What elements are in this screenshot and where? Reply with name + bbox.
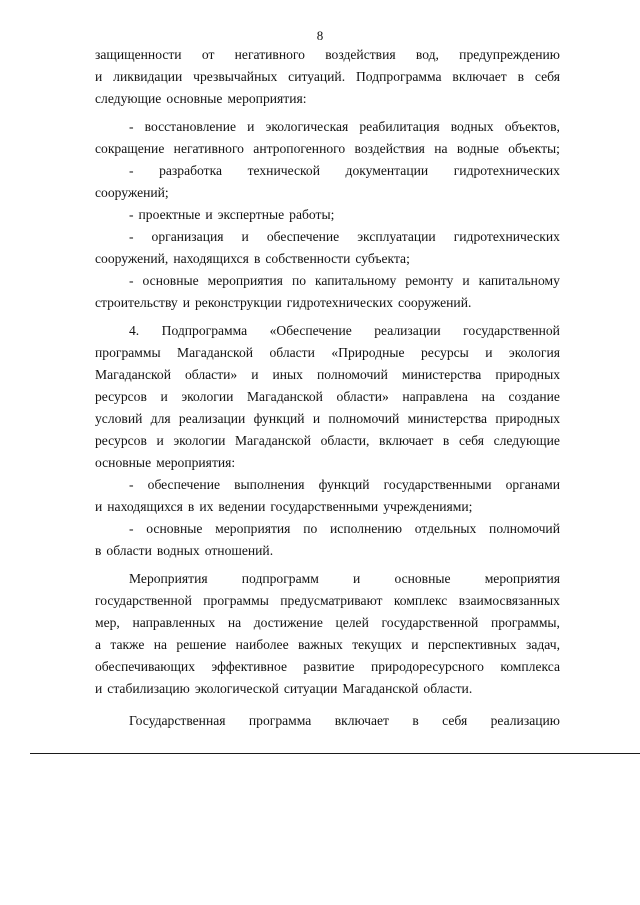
text-word: области, xyxy=(320,433,370,448)
text-word: ремонту xyxy=(405,273,454,288)
text-word: ресурсы xyxy=(421,345,469,360)
text-word: органами xyxy=(505,477,560,492)
text-word: природных xyxy=(495,411,560,426)
text-line xyxy=(95,44,560,66)
text-word: предупреждению xyxy=(459,47,560,62)
text-line xyxy=(95,518,560,540)
text-line xyxy=(95,116,560,138)
text-word: работы; xyxy=(289,207,335,222)
text-word: исполнению xyxy=(330,521,403,536)
text-word: основные xyxy=(142,273,199,288)
text-word: и xyxy=(205,207,213,222)
text-word: капитальному xyxy=(315,273,397,288)
text-word: их xyxy=(199,499,214,514)
text-word: полномочий xyxy=(489,521,560,536)
text-word: - xyxy=(129,207,134,222)
text-word: «Природные xyxy=(331,345,405,360)
body-text xyxy=(95,44,560,732)
text-line xyxy=(95,66,560,88)
text-line xyxy=(95,452,560,474)
text-word: объекты; xyxy=(508,141,560,156)
text-word: технической xyxy=(247,163,320,178)
text-word: государственными xyxy=(383,477,492,492)
text-line xyxy=(95,678,560,700)
text-word: по xyxy=(291,273,307,288)
text-word: задач, xyxy=(525,637,560,652)
text-word: в xyxy=(517,69,525,84)
text-word: от xyxy=(201,47,215,62)
text-word: реализации xyxy=(178,411,246,426)
text-word: мероприятия: xyxy=(227,91,307,106)
text-word: ситуаций. xyxy=(288,69,346,84)
text-word: документации xyxy=(345,163,429,178)
text-word: государственной xyxy=(95,593,192,608)
text-line xyxy=(95,182,560,204)
text-word: себя xyxy=(442,713,468,728)
text-word: - xyxy=(129,119,134,134)
text-word: обеспечение xyxy=(266,229,340,244)
text-word: целей xyxy=(335,615,369,630)
text-word: и xyxy=(95,69,103,84)
text-word: природных xyxy=(495,367,560,382)
text-word: области. xyxy=(423,681,473,696)
text-word: защищенности xyxy=(95,47,182,62)
text-word: направлена xyxy=(402,389,468,404)
text-word: негативного xyxy=(173,141,244,156)
text-word: государственной xyxy=(463,323,560,338)
text-word: себя xyxy=(458,433,485,448)
text-word: государственной xyxy=(381,615,479,630)
text-word: создание xyxy=(508,389,560,404)
text-word: находящихся xyxy=(173,251,249,266)
text-word: области xyxy=(106,543,152,558)
text-word: экологической xyxy=(194,681,279,696)
text-word: и xyxy=(247,119,255,134)
text-word: - xyxy=(129,229,134,244)
text-line xyxy=(95,540,560,562)
text-word: Магаданской xyxy=(235,433,311,448)
text-word: важных xyxy=(297,637,343,652)
text-line xyxy=(95,270,560,292)
text-word: Магаданской xyxy=(177,345,254,360)
bottom-rule xyxy=(30,753,640,754)
text-word: чрезвычайных xyxy=(193,69,278,84)
text-word: в xyxy=(412,713,419,728)
text-line xyxy=(95,710,560,732)
text-line xyxy=(95,430,560,452)
text-word: включает xyxy=(452,69,507,84)
text-line xyxy=(95,408,560,430)
text-word: природоресурсного xyxy=(370,659,484,674)
text-word: собственности xyxy=(265,251,351,266)
text-line xyxy=(95,568,560,590)
text-word: - xyxy=(129,163,134,178)
text-line xyxy=(95,634,560,656)
text-word: антропогенного xyxy=(253,141,346,156)
text-word: негативного xyxy=(234,47,305,62)
text-word: и xyxy=(182,295,190,310)
text-word: водных xyxy=(156,543,200,558)
text-word: в xyxy=(187,499,195,514)
text-word: себя xyxy=(534,69,560,84)
text-word: программы xyxy=(95,345,161,360)
text-word: мер, xyxy=(95,615,120,630)
text-word: реализацию xyxy=(490,713,560,728)
text-word: и xyxy=(95,681,103,696)
text-word: выполнения xyxy=(234,477,305,492)
text-word: включает xyxy=(379,433,434,448)
text-word: воздействия xyxy=(354,141,425,156)
text-word: в xyxy=(95,543,102,558)
text-word: министерства xyxy=(401,367,482,382)
text-word: ситуации xyxy=(283,681,338,696)
text-word: условий xyxy=(95,411,143,426)
text-word: экологии xyxy=(181,389,234,404)
text-word: в xyxy=(442,433,450,448)
text-word: водные xyxy=(456,141,499,156)
text-line xyxy=(95,204,560,226)
text-word: области xyxy=(269,345,315,360)
text-word: экспертные xyxy=(217,207,285,222)
text-word: стабилизацию xyxy=(107,681,190,696)
text-word: направленных xyxy=(132,615,216,630)
text-word: комплекс xyxy=(393,593,448,608)
text-word: восстановление xyxy=(144,119,237,134)
text-word: области» xyxy=(336,389,389,404)
text-line xyxy=(95,88,560,110)
text-word: перспективных xyxy=(427,637,517,652)
text-word: и xyxy=(462,273,470,288)
text-word: и xyxy=(411,637,419,652)
text-word: программы xyxy=(203,593,269,608)
text-word: и xyxy=(353,571,361,586)
text-word: ликвидации xyxy=(113,69,183,84)
text-word: 4. xyxy=(129,323,140,338)
text-word: реабилитация xyxy=(359,119,440,134)
text-word: экологическая xyxy=(265,119,349,134)
text-line xyxy=(95,226,560,248)
text-word: реконструкции xyxy=(194,295,282,310)
text-word: достижение xyxy=(253,615,323,630)
text-word: воздействия xyxy=(325,47,396,62)
text-word: основные xyxy=(146,521,203,536)
text-word: полномочий xyxy=(328,411,400,426)
text-word: субъекта; xyxy=(355,251,410,266)
text-word: организация xyxy=(151,229,224,244)
text-word: строительству xyxy=(95,295,178,310)
text-word: мероприятия xyxy=(484,571,560,586)
text-word: экология xyxy=(508,345,560,360)
text-word: объектов, xyxy=(504,119,560,134)
text-word: подпрограмм xyxy=(241,571,319,586)
text-word: Магаданской xyxy=(246,389,323,404)
text-word: находящихся xyxy=(107,499,183,514)
text-word: сокращение xyxy=(95,141,165,156)
text-word: капитальному xyxy=(478,273,560,288)
text-word: сооружений. xyxy=(398,295,472,310)
text-word: водных xyxy=(450,119,494,134)
text-word: функций xyxy=(318,477,370,492)
text-word: - xyxy=(129,521,134,536)
text-word: обеспечение xyxy=(147,477,221,492)
text-word: разработка xyxy=(159,163,223,178)
text-word: решение xyxy=(176,637,227,652)
text-word: ресурсов xyxy=(95,389,147,404)
text-word: основные xyxy=(166,91,223,106)
text-word: экологии xyxy=(173,433,226,448)
text-word: и xyxy=(156,433,164,448)
text-word: проектные xyxy=(138,207,201,222)
text-word: - xyxy=(129,273,134,288)
text-word: а xyxy=(95,637,102,652)
text-word: государственными xyxy=(270,499,379,514)
text-word: для xyxy=(150,411,171,426)
text-word: сооружений; xyxy=(95,185,169,200)
text-word: иных xyxy=(272,367,303,382)
text-word: гидротехнических xyxy=(286,295,394,310)
text-line xyxy=(95,138,560,160)
text-word: следующие xyxy=(95,91,162,106)
text-word: сооружений, xyxy=(95,251,169,266)
text-word: мероприятия xyxy=(207,273,283,288)
text-word: и xyxy=(312,411,321,426)
text-word: наиболее xyxy=(235,637,289,652)
text-word: развитие xyxy=(303,659,355,674)
text-word: ведении xyxy=(218,499,266,514)
text-word: комплекса xyxy=(500,659,560,674)
text-line xyxy=(95,292,560,314)
text-word: и xyxy=(160,389,168,404)
text-word: реализации xyxy=(374,323,441,338)
text-word: включает xyxy=(334,713,389,728)
text-line xyxy=(95,612,560,634)
text-word: Подпрограмма xyxy=(355,69,442,84)
text-line xyxy=(95,248,560,270)
text-line xyxy=(95,364,560,386)
text-word: и xyxy=(485,345,493,360)
text-line xyxy=(95,590,560,612)
text-word: взаимосвязанных xyxy=(458,593,560,608)
text-line xyxy=(95,160,560,182)
text-word: программы, xyxy=(490,615,560,630)
text-word: - xyxy=(129,477,134,492)
text-word: эксплуатации xyxy=(357,229,436,244)
text-word: ресурсов xyxy=(95,433,147,448)
text-word: отдельных xyxy=(414,521,477,536)
text-word: гидротехнических xyxy=(453,229,560,244)
text-word: «Обеспечение xyxy=(269,323,352,338)
text-word: основные xyxy=(95,455,152,470)
text-word: области» xyxy=(184,367,238,382)
text-line xyxy=(95,496,560,518)
text-word: программа xyxy=(248,713,312,728)
text-word: Магаданской xyxy=(95,367,171,382)
page-number: 8 xyxy=(316,28,324,43)
text-word: мероприятия xyxy=(215,521,291,536)
text-word: министерства xyxy=(407,411,488,426)
text-word: эффективное xyxy=(211,659,288,674)
text-word: Государственная xyxy=(129,713,226,728)
text-word: мероприятия: xyxy=(156,455,236,470)
text-word: Магаданской xyxy=(342,681,419,696)
text-word: на xyxy=(227,615,242,630)
text-word: также xyxy=(110,637,145,652)
text-word: вод, xyxy=(415,47,439,62)
text-word: гидротехнических xyxy=(453,163,560,178)
text-line xyxy=(95,474,560,496)
text-word: текущих xyxy=(352,637,402,652)
text-word: и xyxy=(241,229,249,244)
text-word: обеспечивающих xyxy=(95,659,195,674)
text-line xyxy=(95,342,560,364)
text-word: функций xyxy=(253,411,305,426)
text-word: полномочий xyxy=(316,367,388,382)
text-word: и xyxy=(251,367,259,382)
text-word: по xyxy=(303,521,318,536)
text-word: учреждениями; xyxy=(383,499,473,514)
text-word: на xyxy=(153,637,168,652)
text-word: отношений. xyxy=(204,543,274,558)
text-word: Подпрограмма xyxy=(161,323,248,338)
text-word: основные xyxy=(394,571,451,586)
text-word: и xyxy=(95,499,103,514)
text-word: на xyxy=(481,389,495,404)
text-line xyxy=(95,656,560,678)
text-line xyxy=(95,320,560,342)
text-word: в xyxy=(253,251,261,266)
text-word: предусматривают xyxy=(280,593,383,608)
text-word: следующие xyxy=(493,433,560,448)
text-line xyxy=(95,386,560,408)
text-word: Мероприятия xyxy=(129,571,208,586)
text-word: на xyxy=(434,141,448,156)
